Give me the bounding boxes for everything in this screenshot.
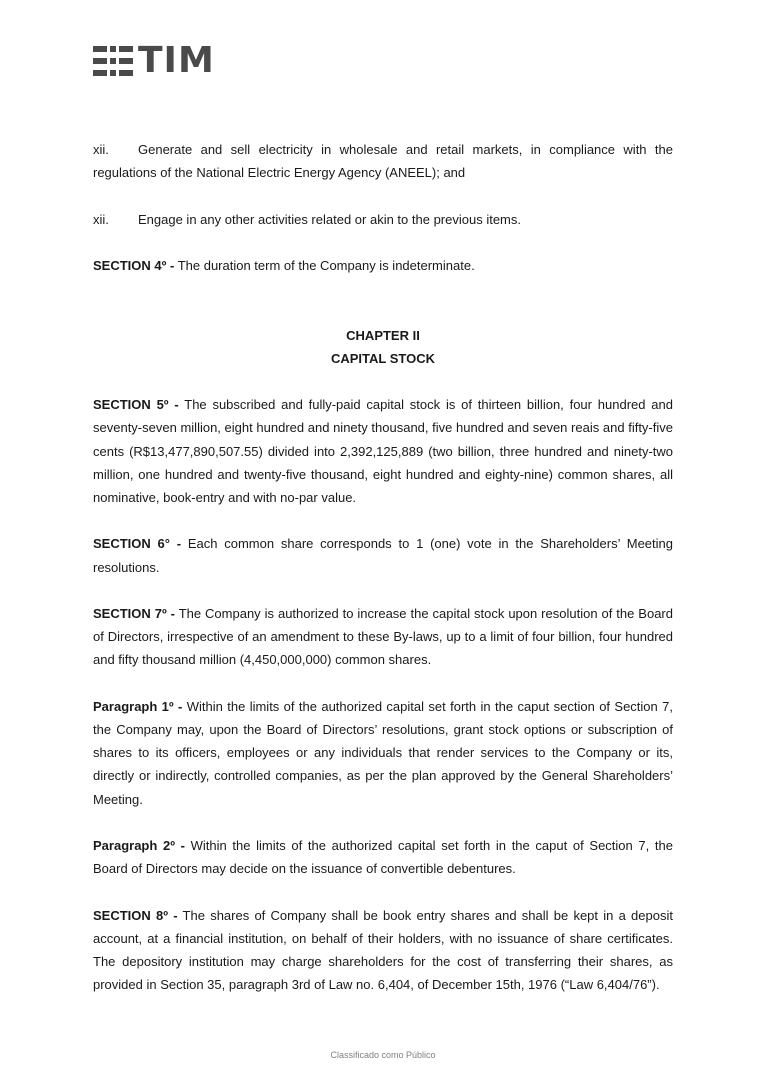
section-4-label: SECTION 4º - <box>93 257 175 273</box>
section-6-text: Each common share corresponds to 1 (one) vote in the Shareholders’ Meeting resolutions. <box>93 536 673 575</box>
classification-footer: Classificado como Público <box>330 1050 436 1060</box>
paragraph-2 <box>93 834 673 880</box>
list-item-number: xii. <box>93 211 109 227</box>
section-4-text: The duration term of the Company is indeterminate. <box>174 257 475 273</box>
section-6 <box>93 532 673 578</box>
section-5-label: SECTION 5º - <box>93 397 179 413</box>
section-5 <box>93 393 673 509</box>
section-8 <box>93 904 673 997</box>
tim-logo <box>93 40 215 81</box>
section-7 <box>93 602 673 672</box>
section-6-label: SECTION 6° - <box>93 536 182 552</box>
section-7-text: The Company is authorized to increase the capital stock upon resolution of the Board of Directors, irrespective of an amendment to these By-laws, up to a limit of four billion, four hundred and fifty thousand million (4,450,000,000) common shares. <box>93 605 673 668</box>
document-body <box>93 138 673 1020</box>
list-item-text: Engage in any other activities related or akin to the previous items. <box>138 211 521 227</box>
tim-logo-mark-icon <box>93 46 133 76</box>
list-item-number: xii. <box>93 142 109 157</box>
list-item-other-activities <box>93 208 673 231</box>
list-item-text: Generate and sell electricity in wholesale and retail markets, in compliance with the regulations of the National Electric Energy Agency (ANEEL); and <box>93 142 673 181</box>
tim-logo-text: TIM <box>138 40 215 81</box>
section-4 <box>93 254 673 277</box>
paragraph-1-label: Paragraph 1º - <box>93 698 183 714</box>
paragraph-2-text: Within the limits of the authorized capital set forth in the caput of Section 7, the Board of Directors may decide on the issuance of convertible debentures. <box>93 837 673 877</box>
list-item-generate-electricity <box>93 138 673 184</box>
section-5-text: The subscribed and fully-paid capital stock is of thirteen billion, four hundred and seventy-seven million, eight hundred and ninety thousand, five hundred and seven reais and fifty-five cents (R$13,477,890,507.55) divided into 2,392,125,889 (two billion, three hundred and ninety-two million, one hundred and twenty-five thousand, eight hundred and eighty-nine) common shares, all nominative, book-entry and with no-par value. <box>93 397 673 505</box>
section-8-text: The shares of Company shall be book entry shares and shall be kept in a deposit account, at a financial institution, on behalf of their holders, with no issuance of share certificates. The depository institution may charge shareholders for the cost of transferring their shares, as provided in Section 35, paragraph 3rd of Law no. 6,404, of December 15th, 1976 (“Law 6,404/76”). <box>93 907 673 993</box>
paragraph-1-text: Within the limits of the authorized capital set forth in the caput section of Section 7, the Company may, upon the Board of Directors’ resolutions, grant stock options or subscription of shares to its officers, employees or any individuals that render services to the Company or its, directly or indirectly, controlled companies, as per the plan approved by the General Shareholders’ Meeting. <box>93 698 673 807</box>
section-8-label: SECTION 8º - <box>93 907 178 923</box>
paragraph-2-label: Paragraph 2º - <box>93 837 185 853</box>
chapter-number: CHAPTER II <box>346 327 420 343</box>
paragraph-1 <box>93 695 673 811</box>
chapter-title: CAPITAL STOCK <box>330 350 435 366</box>
section-7-label: SECTION 7º - <box>93 605 175 621</box>
